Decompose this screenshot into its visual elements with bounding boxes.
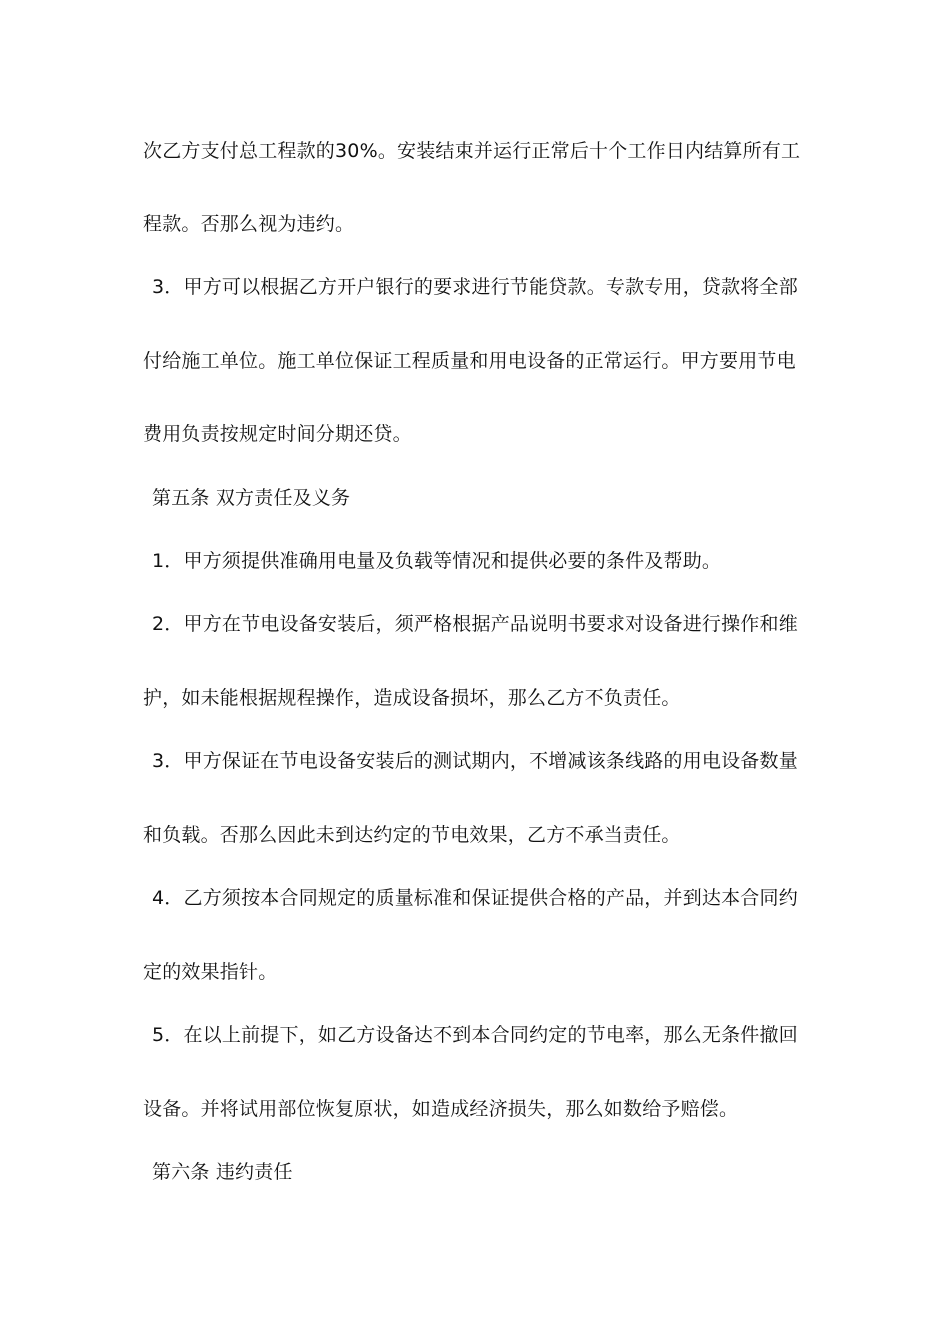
section-heading: 第六条 违约责任 — [152, 1161, 293, 1183]
paragraph-line: 3．甲方可以根据乙方开户银行的要求进行节能贷款。专款专用，贷款将全部 — [152, 276, 798, 298]
paragraph-line: 5．在以上前提下，如乙方设备达不到本合同约定的节电率，那么无条件撤回 — [152, 1024, 798, 1046]
paragraph-line: 设备。并将试用部位恢复原状，如造成经济损失，那么如数给予赔偿。 — [143, 1098, 739, 1120]
paragraph-line: 1．甲方须提供准确用电量及负载等情况和提供必要的条件及帮助。 — [152, 550, 722, 572]
paragraph-line: 费用负责按规定时间分期还贷。 — [143, 423, 412, 445]
section-heading: 第五条 双方责任及义务 — [152, 487, 351, 509]
paragraph-line: 3．甲方保证在节电设备安装后的测试期内，不增减该条线路的用电设备数量 — [152, 750, 798, 772]
paragraph-line: 程款。否那么视为违约。 — [143, 213, 355, 235]
paragraph-line: 4．乙方须按本合同规定的质量标准和保证提供合格的产品，并到达本合同约 — [152, 887, 798, 909]
paragraph-line: 付给施工单位。施工单位保证工程质量和用电设备的正常运行。甲方要用节电 — [143, 350, 796, 372]
paragraph-line: 定的效果指针。 — [143, 961, 278, 983]
paragraph-line: 护，如未能根据规程操作，造成设备损坏，那么乙方不负责任。 — [143, 687, 681, 709]
paragraph-line: 2．甲方在节电设备安装后，须严格根据产品说明书要求对设备进行操作和维 — [152, 613, 798, 635]
paragraph-line: 和负载。否那么因此未到达约定的节电效果，乙方不承当责任。 — [143, 824, 681, 846]
paragraph-line: 次乙方支付总工程款的30%。安装结束并运行正常后十个工作日内结算所有工 — [143, 140, 801, 162]
